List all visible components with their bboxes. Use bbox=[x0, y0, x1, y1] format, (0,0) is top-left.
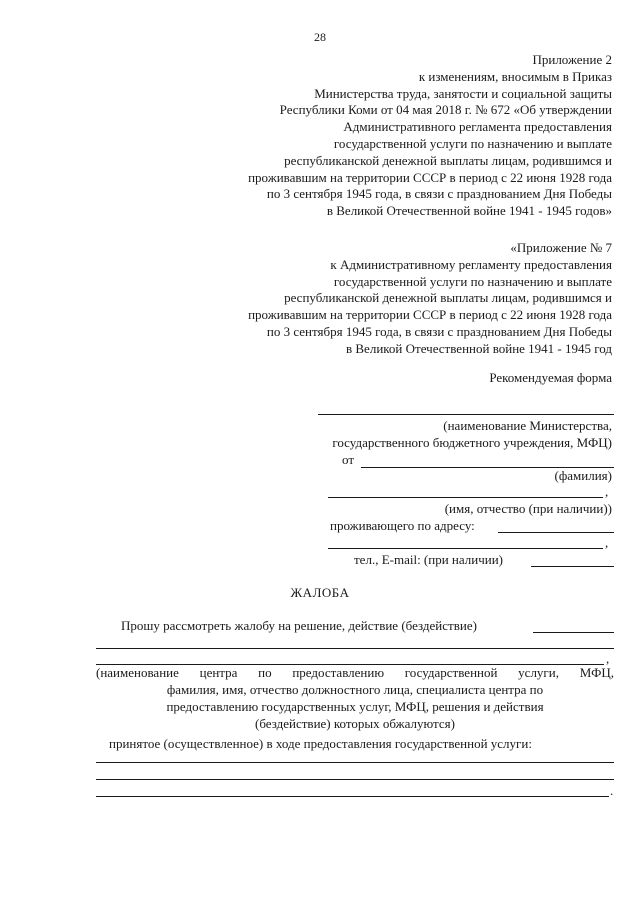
appendix-2-line: Министерства труда, занятости и социальной защиты bbox=[314, 85, 612, 101]
complaint-request-text: Прошу рассмотреть жалобу на решение, действие (бездействие) bbox=[121, 618, 477, 633]
appendix-2-header bbox=[248, 52, 612, 220]
complaint-caption-line: фамилия, имя, отчество должностного лица, специалиста центра по bbox=[166, 682, 544, 697]
appendix-2-line: республиканской денежной выплаты лицам, родившимся и bbox=[284, 152, 612, 168]
surname-caption: (фамилия) bbox=[554, 468, 612, 483]
name-comma: , bbox=[605, 484, 609, 499]
contacts-label: тел., E-mail: (при наличии) bbox=[354, 552, 503, 567]
addressee-caption-1: (наименование Министерства, bbox=[443, 418, 612, 433]
appendix-7-line: проживавшим на территории СССР в период с 22 июня 1928 года bbox=[248, 307, 612, 323]
from-label: от bbox=[342, 452, 355, 467]
appendix-7-header bbox=[248, 240, 612, 358]
appendix-7-line: «Приложение № 7 bbox=[510, 240, 612, 255]
appendix-7-line: к Административному регламенту предоставления bbox=[330, 256, 612, 272]
appendix-2-line: Административного регламента предоставления bbox=[343, 119, 612, 135]
address-field-line-2[interactable] bbox=[328, 548, 603, 549]
complaint-request-line-2[interactable] bbox=[96, 648, 614, 649]
name-caption: (имя, отчество (при наличии)) bbox=[444, 501, 612, 516]
complaint-details-line-1[interactable] bbox=[96, 762, 614, 763]
appendix-7-line: республиканской денежной выплаты лицам, родившимся и bbox=[284, 290, 612, 306]
appendix-2-line: по 3 сентября 1945 года, в связи с празднованием Дня Победы bbox=[266, 186, 612, 202]
complaint-details-line-2[interactable] bbox=[96, 779, 614, 780]
name-field-line[interactable] bbox=[328, 497, 603, 498]
appendix-2-line: проживавшим на территории СССР в период с 22 июня 1928 года bbox=[248, 169, 612, 185]
address-label: проживающего по адресу: bbox=[330, 518, 475, 533]
addressee-caption-2: государственного бюджетного учреждения, МФЦ) bbox=[332, 435, 612, 450]
appendix-2-line: государственной услуги по назначению и выплате bbox=[333, 135, 612, 151]
addressee-field-line[interactable] bbox=[318, 414, 614, 415]
complaint-subject-caption bbox=[96, 664, 614, 732]
appendix-2-line: Республики Коми от 04 мая 2018 г. № 672 «Об утверждении bbox=[279, 102, 612, 118]
page-number: 28 bbox=[314, 30, 326, 44]
address-comma: , bbox=[605, 535, 609, 550]
appendix-2-line: Приложение 2 bbox=[532, 52, 612, 67]
complaint-request-line-1[interactable] bbox=[533, 632, 614, 633]
complaint-period: . bbox=[610, 783, 614, 798]
complaint-caption-line: (бездействие) которых обжалуются) bbox=[255, 716, 455, 731]
address-field-line-1[interactable] bbox=[498, 532, 614, 533]
complaint-comma: , bbox=[606, 651, 610, 666]
complaint-details-line-3[interactable] bbox=[96, 796, 609, 797]
complaint-caption-line: (наименование центра по предоставлению государственной услуги, МФЦ, bbox=[96, 665, 614, 680]
appendix-2-line: в Великой Отечественной войне 1941 - 1945 годов» bbox=[326, 203, 612, 219]
complaint-title: ЖАЛОБА bbox=[290, 585, 350, 600]
appendix-7-line: в Великой Отечественной войне 1941 - 1945 год bbox=[346, 340, 612, 356]
contacts-field-line[interactable] bbox=[531, 566, 614, 567]
complaint-taken-text: принятое (осуществленное) в ходе предоставления государственной услуги: bbox=[109, 736, 532, 751]
appendix-7-line: по 3 сентября 1945 года, в связи с празднованием Дня Победы bbox=[266, 323, 612, 339]
appendix-7-line: государственной услуги по назначению и выплате bbox=[333, 273, 612, 289]
appendix-2-line: к изменениям, вносимым в Приказ bbox=[418, 68, 612, 84]
complaint-caption-line: предоставлению государственных услуг, МФЦ, решения и действия bbox=[166, 699, 544, 714]
recommended-form-label: Рекомендуемая форма bbox=[489, 370, 612, 385]
